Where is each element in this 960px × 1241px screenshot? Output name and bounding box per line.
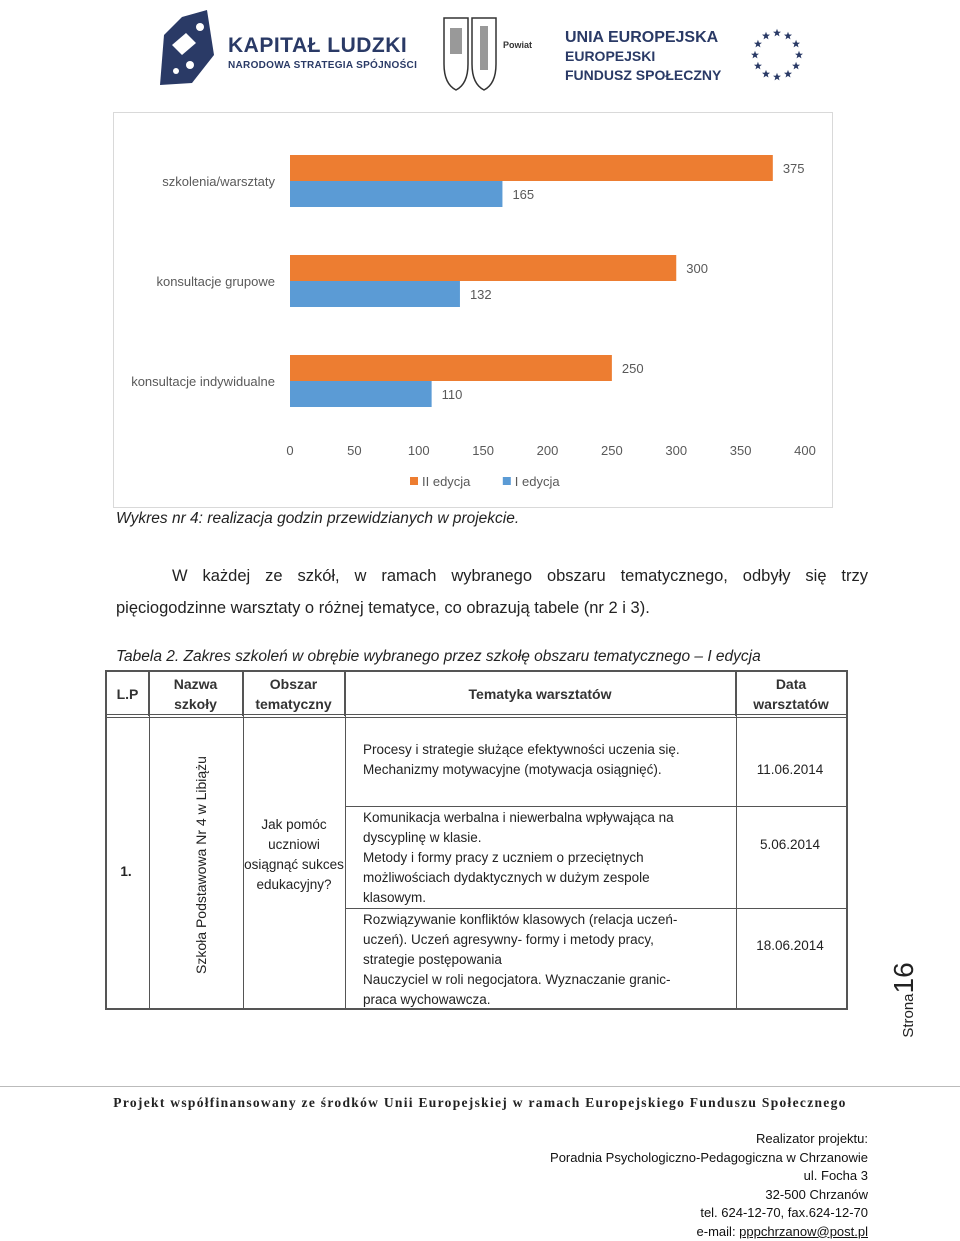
x-tick-label: 250 (601, 443, 623, 458)
row-lp: 1. (105, 862, 147, 882)
topic-line: dyscyplinę w klasie. (363, 828, 743, 848)
ue-line3: FUNDUSZ SPOŁECZNY (565, 66, 721, 85)
kl-subtitle: NARODOWA STRATEGIA SPÓJNOŚCI (228, 60, 417, 71)
footer-realizer (550, 1130, 868, 1241)
ue-wordmark (565, 28, 721, 85)
row-divider (345, 806, 846, 807)
x-tick-label: 300 (665, 443, 687, 458)
body-line-1: W każdej ze szkół, w ramach wybranego obszaru tematycznego, odbyły się trzy (116, 560, 868, 592)
header-date: Data warsztatów (736, 672, 846, 716)
legend-label: II edycja (422, 474, 471, 489)
email-prefix: e-mail: (697, 1224, 740, 1239)
chart-box (113, 112, 833, 508)
realizer-phone: tel. 624-12-70, fax.624-12-70 (550, 1204, 868, 1223)
topic-line: uczeń). Uczeń agresywny- formy i metody pracy, (363, 930, 743, 950)
eu-flag-icon (732, 24, 822, 86)
bar (290, 355, 612, 381)
powiat-crest-icon (440, 14, 500, 94)
school-name: Szkoła Podstawowa Nr 4 w Libiążu (193, 756, 209, 974)
topic-cell-1 (363, 740, 743, 780)
topic-cell-2 (363, 808, 743, 908)
topic-line: praca wychowawcza. (363, 990, 743, 1010)
data-label: 300 (686, 261, 708, 276)
topic-line: Rozwiązywanie konfliktów klasowych (relacja uczeń- (363, 910, 743, 930)
row-divider (345, 908, 846, 909)
area-text: Jak pomóc uczniowi osiągnąć sukces edukacyjny? (243, 815, 345, 895)
x-tick-label: 100 (408, 443, 430, 458)
realizer-street: ul. Focha 3 (550, 1167, 868, 1186)
category-label: konsultacje grupowe (156, 274, 275, 289)
email-link[interactable]: pppchrzanow@post.pl (739, 1224, 868, 1239)
topic-line: Metody i formy pracy z uczniem o przeciętnych (363, 848, 743, 868)
date-cell-2: 5.06.2014 (735, 835, 845, 855)
realizer-city: 32-500 Chrzanów (550, 1186, 868, 1205)
bar-chart (114, 113, 834, 509)
data-label: 250 (622, 361, 644, 376)
category-label: szkolenia/warsztaty (162, 174, 275, 189)
date-cell-1: 11.06.2014 (735, 760, 845, 780)
x-tick-label: 50 (347, 443, 361, 458)
footer-project-line: Projekt współfinansowany ze środków Unii Europejskiej w ramach Europejskiego Funduszu Społecznego (0, 1095, 960, 1111)
ue-line2: EUROPEJSKI (565, 47, 721, 66)
bar (290, 281, 460, 307)
chart-caption: Wykres nr 4: realizacja godzin przewidzianych w projekcie. (116, 510, 519, 528)
data-label: 132 (470, 287, 492, 302)
category-label: konsultacje indywidualne (131, 374, 275, 389)
bar (290, 181, 502, 207)
topic-line: Komunikacja werbalna i niewerbalna wpływająca na (363, 808, 743, 828)
topic-line: Mechanizmy motywacyjne (motywacja osiągnięć). (363, 760, 743, 780)
body-paragraph (116, 560, 868, 624)
x-tick-label: 400 (794, 443, 816, 458)
page-num: 16 (888, 962, 919, 993)
x-tick-label: 150 (472, 443, 494, 458)
bar (290, 155, 773, 181)
realizer-org: Poradnia Psychologiczno-Pedagogiczna w Chrzanowie (550, 1149, 868, 1168)
ue-title: UNIA EUROPEJSKA (565, 28, 721, 47)
topic-cell-3 (363, 910, 743, 1010)
kapital-ludzki-logo-icon (152, 5, 222, 95)
header-topics: Tematyka warsztatów (345, 672, 736, 716)
powiat-label: Powiat (503, 40, 532, 50)
header-school: Nazwa szkoły (149, 672, 243, 716)
table-caption: Tabela 2. Zakres szkoleń w obrębie wybranego przez szkołę obszaru tematycznego – I edycja (116, 648, 761, 666)
topic-line: klasowym. (363, 888, 743, 908)
header-logos (0, 0, 960, 100)
realizer-email (550, 1223, 868, 1241)
bar (290, 381, 432, 407)
topic-line: możliwościach dydaktycznych w dużym zespole (363, 868, 743, 888)
realizer-label: Realizator projektu: (550, 1130, 868, 1149)
topic-line: Nauczyciel w roli negocjatora. Wyznaczanie granic- (363, 970, 743, 990)
legend-swatch (503, 477, 511, 485)
body-line-2: pięciogodzinne warsztaty o różnej tematyce, co obrazują tabele (nr 2 i 3). (116, 592, 868, 624)
topic-line: Procesy i strategie służące efektywności uczenia się. (363, 740, 743, 760)
data-label: 375 (783, 161, 805, 176)
x-tick-label: 350 (730, 443, 752, 458)
date-cell-3: 18.06.2014 (735, 936, 845, 956)
legend-label: I edycja (515, 474, 561, 489)
footer-rule (0, 1086, 960, 1087)
x-tick-label: 200 (537, 443, 559, 458)
page-number (888, 962, 920, 1037)
legend-swatch (410, 477, 418, 485)
x-tick-label: 0 (286, 443, 293, 458)
topic-line: strategie postępowania (363, 950, 743, 970)
header-lp: L.P (107, 672, 149, 716)
page-label: Strona (900, 993, 917, 1037)
data-label: 110 (442, 387, 463, 402)
col-divider (345, 672, 346, 1008)
kapital-ludzki-wordmark (228, 34, 417, 71)
header-area: Obszar tematyczny (243, 672, 345, 716)
bar (290, 255, 676, 281)
kl-title: KAPITAŁ LUDZKI (228, 34, 417, 58)
data-label: 165 (512, 187, 534, 202)
col-divider (149, 672, 150, 1008)
